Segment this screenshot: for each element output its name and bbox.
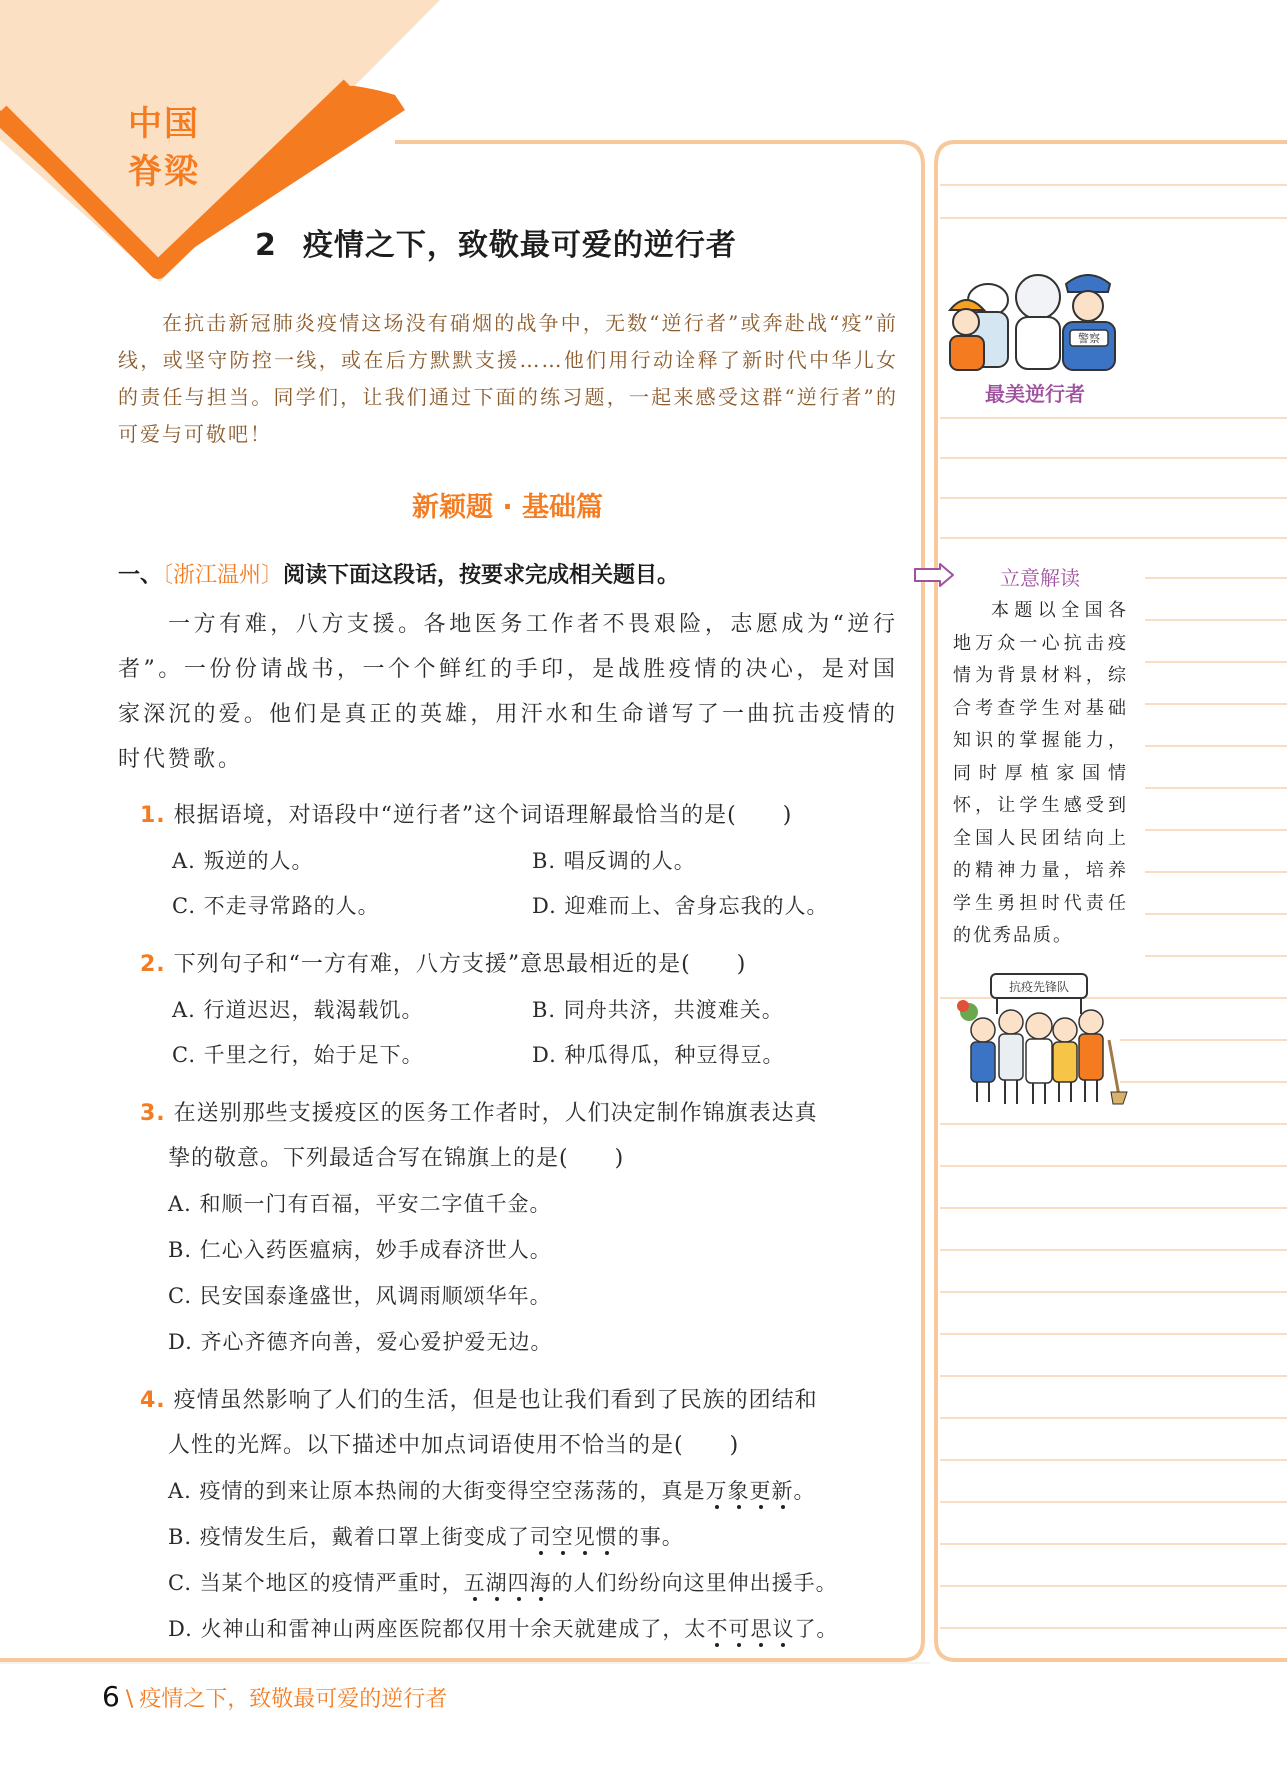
footer-separator: \ (125, 1687, 134, 1712)
part-index: 一、 (118, 563, 163, 588)
option-3d: D. 齐心齐德齐向善，爱心爱护爱无边。 (168, 1330, 553, 1354)
option-4c (168, 1561, 838, 1606)
dotted-char: 新 (771, 1479, 794, 1503)
dotted-char: 惯 (595, 1525, 618, 1549)
option-3a: A. 和顺一门有百福，平安二字值千金。 (168, 1192, 552, 1216)
question-3-stem-line-2: 挚的敬意。下列最适合写在锦旗上的是( ) (168, 1146, 625, 1171)
option-4a (168, 1469, 816, 1514)
question-3 (140, 1091, 818, 1136)
series-brand (128, 100, 200, 196)
dotted-char: 可 (728, 1617, 751, 1641)
lesson-title-text: 疫情之下，致敬最可爱的逆行者 (302, 228, 737, 263)
option-text: 了。 (794, 1617, 839, 1641)
question-stem-line-1: 在送别那些支援疫区的医务工作者时，人们决定制作锦旗表达真 (173, 1101, 818, 1126)
dotted-char: 议 (772, 1617, 795, 1641)
dotted-char: 思 (750, 1617, 773, 1641)
option-4d (168, 1607, 838, 1652)
part-source: 〔浙江温州〕 (162, 563, 284, 588)
dotted-char: 四 (507, 1571, 530, 1595)
option-1c: C. 不走寻常路的人。 (172, 894, 380, 918)
question-number: 1. (140, 803, 166, 828)
option-text: 的人们纷纷向这里伸出援手。 (551, 1571, 838, 1595)
reading-passage: 一方有难，八方支援。各地医务工作者不畏艰险，志愿成为“逆行者”。一份份请战书，一个个鲜红的手印，是战胜疫情的决心，是对国家深沉的爱。他们是真正的英雄，用汗水和生命谱写了一曲抗击疫情的时代赞歌。 (118, 612, 898, 772)
dotted-char: 见 (573, 1525, 596, 1549)
dotted-char: 象 (727, 1479, 750, 1503)
option-text: D. 火神山和雷神山两座医院都仅用十余天就建成了，太 (168, 1617, 707, 1641)
frontline-workers-illustration (948, 262, 1128, 374)
part-instruction: 阅读下面这段话，按要求完成相关题目。 (283, 563, 680, 588)
option-text: B. 疫情发生后，戴着口罩上街变成了 (168, 1525, 530, 1549)
lesson-title (255, 220, 737, 264)
question-number: 3. (140, 1101, 166, 1126)
question-4 (140, 1378, 818, 1423)
dotted-char: 空 (551, 1525, 574, 1549)
option-text: 。 (793, 1479, 816, 1503)
question-number: 2. (140, 952, 166, 977)
question-4-stem-line-2: 人性的光辉。以下描述中加点词语使用不恰当的是( ) (168, 1433, 740, 1458)
question-1 (140, 793, 792, 838)
question-2 (140, 942, 746, 987)
option-1d: D. 迎难而上、舍身忘我的人。 (532, 894, 829, 918)
note-title: 立意解读 (1000, 566, 1080, 590)
dotted-char: 更 (749, 1479, 772, 1503)
dotted-char: 海 (529, 1571, 552, 1595)
part-heading (118, 558, 679, 589)
vanguard-team-illustration (953, 970, 1128, 1118)
dotted-char: 五 (463, 1571, 486, 1595)
option-2c: C. 千里之行，始于足下。 (172, 1043, 424, 1067)
brand-line-1: 中国 (128, 104, 200, 144)
lesson-number: 2 (255, 228, 277, 263)
intro-paragraph: 在抗击新冠肺炎疫情这场没有硝烟的战争中，无数“逆行者”或奔赴战“疫”前线，或坚守防控一线，或在后方默默支援……他们用行动诠释了新时代中华儿女的责任与担当。同学们，让我们通过下面的练习题，一起来感受这群“逆行者”的可爱与可敬吧！ (118, 311, 898, 446)
dotted-char: 万 (705, 1479, 728, 1503)
option-4b (168, 1515, 684, 1560)
option-1a: A. 叛逆的人。 (172, 849, 314, 873)
option-2a: A. 行道迟迟，载渴载饥。 (172, 998, 424, 1022)
option-2d: D. 种瓜得瓜，种豆得豆。 (532, 1043, 785, 1067)
section-heading: 新颖题 · 基础篇 (411, 492, 604, 523)
dotted-char: 不 (706, 1617, 729, 1641)
option-1b: B. 唱反调的人。 (532, 849, 696, 873)
pointer-arrow-icon (912, 562, 956, 588)
option-3c: C. 民安国泰逢盛世，风调雨顺颂华年。 (168, 1284, 552, 1308)
team-banner-text: 抗疫先锋队 (1008, 980, 1070, 994)
question-number: 4. (140, 1388, 166, 1413)
dotted-char: 湖 (485, 1571, 508, 1595)
question-stem: 根据语境，对语段中“逆行者”这个词语理解最恰当的是( ) (173, 803, 793, 828)
option-text: C. 当某个地区的疫情严重时， (168, 1571, 464, 1595)
question-stem: 下列句子和“一方有难，八方支援”意思最相近的是( ) (173, 952, 747, 977)
question-stem-line-1: 疫情虽然影响了人们的生活，但是也让我们看到了民族的团结和 (173, 1388, 818, 1413)
page-footer (102, 1680, 447, 1713)
image-caption: 最美逆行者 (985, 382, 1085, 406)
option-text: 的事。 (617, 1525, 684, 1549)
option-text: A. 疫情的到来让原本热闹的大街变得空空荡荡的，真是 (168, 1479, 706, 1503)
footer-title: 疫情之下，致敬最可爱的逆行者 (139, 1687, 448, 1712)
dotted-char: 司 (529, 1525, 552, 1549)
brand-line-2: 脊梁 (128, 152, 200, 192)
option-3b: B. 仁心入药医瘟病，妙手成春济世人。 (168, 1238, 552, 1262)
page-number: 6 (102, 1680, 120, 1713)
option-2b: B. 同舟共济，共渡难关。 (532, 998, 784, 1022)
note-text: 本题以全国各地万众一心抗击疫情为背景材料，综合考查学生对基础知识的掌握能力，同时厚植家国情怀，让学生感受到全国人民团结向上的精神力量，培养学生勇担时代责任的优秀品质。 (953, 600, 1128, 946)
police-badge-text: 警察 (1078, 332, 1100, 345)
